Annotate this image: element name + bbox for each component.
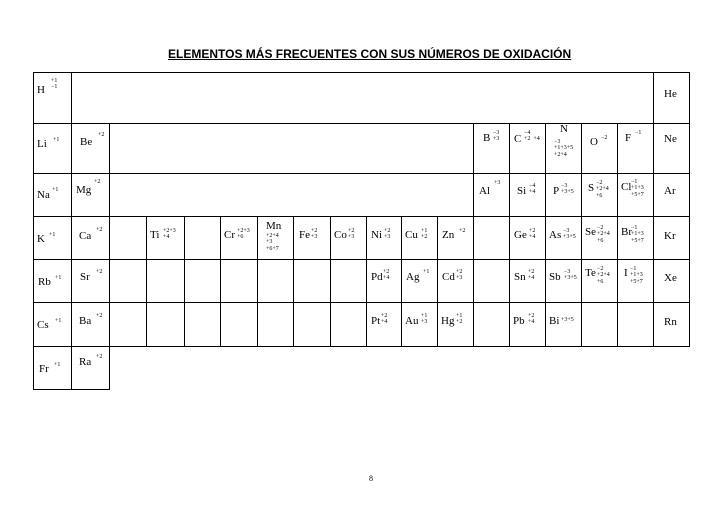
empty-cell [146,259,185,303]
element-symbol: Si [517,185,527,197]
element-symbol: C [514,133,522,145]
element-symbol: Pb [513,315,525,327]
empty-cell [257,302,294,347]
element-symbol: O [590,136,598,148]
element-symbol: Ba [79,315,92,327]
element-cell-te [581,259,618,303]
oxidation-numbers: +2 [94,179,101,185]
oxidation-numbers: +2 +4 [528,313,535,326]
element-cell-pt [366,302,402,347]
element-symbol: Mg [76,184,92,196]
oxidation-numbers: +2 +3 [311,228,318,241]
element-cell-sb [545,259,582,303]
element-cell-si [509,173,546,217]
element-cell-cu [401,216,438,260]
empty-cell [617,302,654,347]
oxidation-numbers: −3 +3+5 [564,269,577,282]
empty-cell [473,259,510,303]
element-cell-fr [33,346,72,390]
element-symbol: Ne [664,133,677,145]
page-title: ELEMENTOS MÁS FRECUENTES CON SUS NÚMEROS DE OXIDACIÓN [168,47,572,61]
oxidation-numbers: +2 +3 [384,228,391,241]
oxidation-numbers: +2+3 +4 [163,228,176,241]
element-symbol: Ra [79,356,92,368]
element-symbol: I [624,267,628,279]
element-cell-c [509,123,546,174]
element-cell-al [473,173,510,217]
oxidation-numbers: +2 +3 [456,269,463,282]
row-1-frame [33,72,690,124]
oxidation-numbers: +1 [423,269,430,275]
oxidation-numbers: +1 [55,318,62,324]
oxidation-numbers: +1 +2 [456,313,463,326]
element-cell-ni [366,216,402,260]
element-cell-f [617,123,654,174]
empty-cell [473,216,510,260]
row-gap-frame [109,123,474,174]
element-symbol: Au [405,315,419,327]
element-cell-ti [146,216,185,260]
oxidation-numbers: +2 +4 [381,313,388,326]
element-cell-hg [437,302,474,347]
element-symbol: Co [334,229,347,241]
oxidation-numbers: +1 [55,275,62,281]
oxidation-numbers: +2+4 +3 +6+7 [266,233,279,252]
element-symbol: Be [80,136,93,148]
element-symbol: Cr [224,229,235,241]
empty-cell [220,259,258,303]
empty-cell [330,259,367,303]
element-symbol: B [483,132,491,144]
element-symbol: Kr [664,230,676,242]
element-symbol: Pd [371,271,383,283]
element-symbol: Ge [514,229,527,241]
element-cell-s [581,173,618,217]
element-symbol: Zn [442,229,455,241]
row-gap-frame [109,173,474,217]
empty-cell [109,302,147,347]
element-symbol: As [549,229,562,241]
oxidation-numbers: +2 +4 [529,228,536,241]
oxidation-numbers: −1 +1+3 +5+7 [630,266,643,285]
oxidation-numbers: +2 +4 [383,269,390,282]
element-symbol: Hg [441,315,455,327]
oxidation-numbers: −4 +4 [529,183,536,196]
oxidation-numbers: −1 +1+3 +5+7 [631,225,644,244]
empty-cell [330,302,367,347]
oxidation-numbers: −2 +2+4 +6 [597,225,610,244]
element-cell-sr [71,259,110,303]
oxidation-numbers: +1 [53,137,60,143]
element-cell-i [617,259,654,303]
oxidation-numbers: −3 +1+3+5 +2+4 [554,139,574,158]
element-cell-pb [509,302,546,347]
element-cell-cr [220,216,258,260]
element-symbol: Se [585,226,596,238]
element-cell-ra [71,346,110,390]
element-symbol: Fe [299,229,310,241]
element-symbol: Fr [39,363,49,375]
element-symbol: Br [621,226,632,238]
oxidation-numbers: +1 +3 [421,313,428,326]
element-cell-kr [653,216,690,260]
element-symbol: Li [37,138,47,150]
element-symbol: He [664,88,677,100]
element-symbol: Ar [664,185,676,197]
element-symbol: Cd [442,271,455,283]
oxidation-numbers: +1 [54,362,61,368]
element-symbol: Rn [664,316,677,328]
element-symbol: Ag [406,271,420,283]
oxidation-numbers: +3 [494,180,501,186]
element-symbol: Cu [405,229,418,241]
element-symbol: N [560,123,568,135]
oxidation-numbers: −2 [601,135,608,141]
element-cell-ca [71,216,110,260]
element-symbol: Ca [79,230,92,242]
element-symbol: S [588,182,595,194]
element-cell-ne [653,123,690,174]
element-cell-ar [653,173,690,217]
element-symbol: Te [585,267,596,279]
element-symbol: Bi [549,315,560,327]
element-cell-cl [617,173,654,217]
oxidation-numbers: −2 +2+4 +6 [597,266,610,285]
element-symbol: Cs [37,319,49,331]
element-cell-as [545,216,582,260]
element-cell-fe [293,216,331,260]
oxidation-numbers: −3 +3+5 [561,183,574,196]
oxidation-numbers: −3 +3 [493,130,500,143]
element-cell-ge [509,216,546,260]
element-cell-se [581,216,618,260]
empty-cell [184,259,221,303]
element-cell-au [401,302,438,347]
oxidation-numbers: +2 [96,227,103,233]
oxidation-numbers: −4 +2 +4 [524,130,540,143]
oxidation-numbers: +2 [96,269,103,275]
element-cell-rn [653,302,690,347]
element-cell-k [33,216,72,260]
empty-cell [293,259,331,303]
element-cell-rb [33,259,72,303]
element-cell-cs [33,302,72,347]
oxidation-numbers: +1 +2 [421,228,428,241]
element-symbol: Ti [150,229,160,241]
element-cell-zn [437,216,474,260]
element-symbol: Sn [514,271,526,283]
empty-cell [220,302,258,347]
empty-cell [146,302,185,347]
empty-cell [109,259,147,303]
element-cell-mg [71,173,110,217]
element-cell-p [545,173,582,217]
oxidation-numbers: −3 +3+5 [563,228,576,241]
element-symbol: K [37,233,45,245]
oxidation-numbers: +1 [49,232,56,238]
element-cell-be [71,123,110,174]
element-cell-n [545,123,582,174]
element-cell-xe [653,259,690,303]
element-symbol: Cl [621,181,632,193]
element-cell-br [617,216,654,260]
element-symbol: Ni [371,229,382,241]
oxidation-numbers: +1 [52,187,59,193]
oxidation-numbers: +2 [96,354,103,360]
element-symbol: Xe [664,272,677,284]
oxidation-numbers: +2 +3 [348,228,355,241]
oxidation-numbers: +2+3 +6 [237,228,250,241]
element-cell-o [581,123,618,174]
page-number: 8 [369,474,373,483]
element-cell-na [33,173,72,217]
empty-cell [257,259,294,303]
element-symbol: H [37,84,45,96]
oxidation-numbers: +3+5 [561,317,574,323]
empty-cell [293,302,331,347]
oxidation-numbers: +2 [98,132,105,138]
oxidation-numbers: +2 +4 [528,269,535,282]
element-symbol: F [625,132,632,144]
element-symbol: Pt [371,315,381,327]
element-symbol: P [553,185,560,197]
element-cell-ag [401,259,438,303]
oxidation-numbers: +2 [96,313,103,319]
element-cell-ba [71,302,110,347]
empty-cell [184,302,221,347]
element-cell-bi [545,302,582,347]
empty-cell [581,302,618,347]
element-cell-b [473,123,510,174]
oxidation-numbers: +2 [459,228,466,234]
oxidation-numbers: −2 +2+4 +6 [596,180,609,199]
element-symbol: Sr [80,271,90,283]
element-symbol: Mn [266,220,282,232]
oxidation-numbers: −1 [635,130,642,136]
element-symbol: Rb [38,276,51,288]
element-symbol: Al [479,185,490,197]
oxidation-numbers: +1 −1 [51,78,58,91]
element-cell-sn [509,259,546,303]
empty-cell [473,302,510,347]
element-cell-co [330,216,367,260]
oxidation-numbers: −1 +1+3 +5+7 [631,179,644,198]
element-cell-cd [437,259,474,303]
empty-cell [184,216,221,260]
empty-cell [109,216,147,260]
element-cell-li [33,123,72,174]
element-symbol: Sb [549,271,561,283]
element-cell-pd [366,259,402,303]
element-symbol: Na [37,189,50,201]
element-cell-mn [257,216,294,260]
